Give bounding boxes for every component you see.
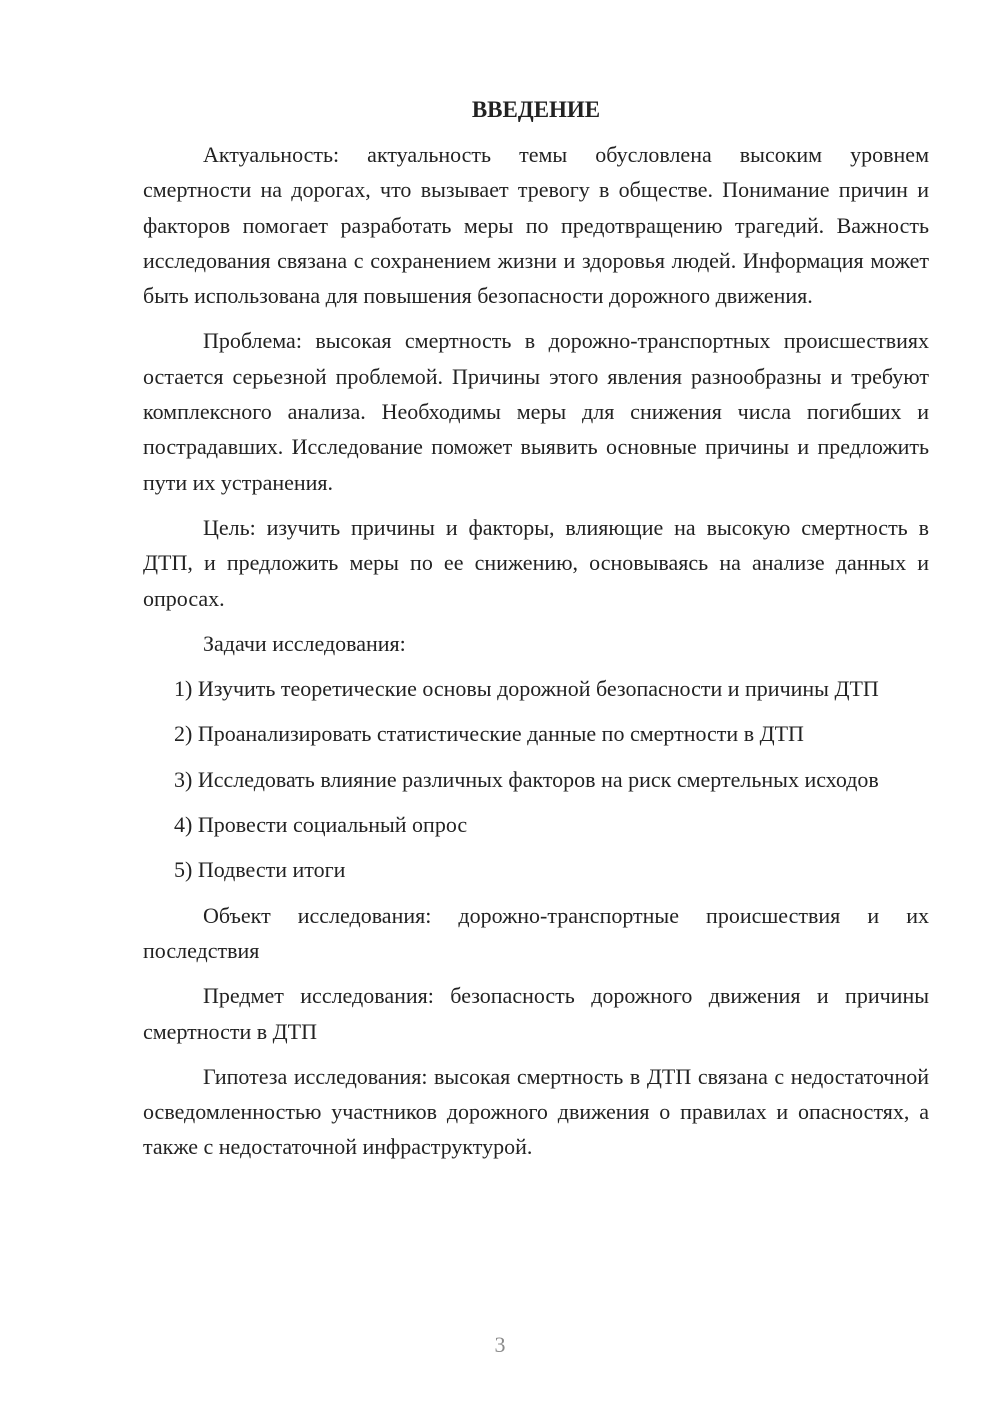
document-page (143, 95, 929, 1175)
paragraph-hypothesis: Гипотеза исследования: высокая смертность в ДТП связана с недостаточной осведомленностью участников дорожного движения о правилах и опасностях, а также с недостаточной инфраструктурой. (143, 1063, 929, 1160)
paragraph-subject: Предмет исследования: безопасность дорожного движения и причины смертности в ДТП (143, 983, 929, 1044)
task-item-4: 4) Провести социальный опрос (174, 812, 468, 838)
task-item-5: 5) Подвести итоги (174, 857, 346, 883)
paragraph-relevance: Актуальность: актуальность темы обусловлена высоким уровнем смертности на дорогах, что вызывает тревогу в обществе. Понимание причин и факторов помогает разработать меры по предотвращению трагедий. Важность исследования связана с сохранением жизни и здоровья людей. Информация может быть использована для повышения безопасности дорожного движения. (143, 142, 929, 309)
paragraph-problem: Проблема: высокая смертность в дорожно-транспортных происшествиях остается серьезной проблемой. Причины этого явления разнообразны и требуют комплексного анализа. Необходимы меры для снижения числа погибших и пострадавших. Исследование поможет выявить основные причины и предложить пути их устранения. (143, 328, 929, 495)
task-item-1: 1) Изучить теоретические основы дорожной безопасности и причины ДТП (174, 676, 879, 702)
tasks-list (143, 671, 929, 887)
paragraph-object: Объект исследования: дорожно-транспортные происшествия и их последствия (143, 902, 929, 963)
task-item-3: 3) Исследовать влияние различных факторов на риск смертельных исходов (174, 766, 879, 792)
page-number: 3 (494, 1332, 506, 1357)
paragraph-goal: Цель: изучить причины и факторы, влияющие на высокую смертность в ДТП, и предложить меры по ее снижению, основываясь на анализе данных и опросах. (143, 514, 929, 611)
task-item-2: 2) Проанализировать статистические данные по смертности в ДТП (174, 721, 804, 747)
tasks-heading: Задачи исследования: (203, 630, 406, 656)
page-title: ВВЕДЕНИЕ (471, 97, 601, 122)
